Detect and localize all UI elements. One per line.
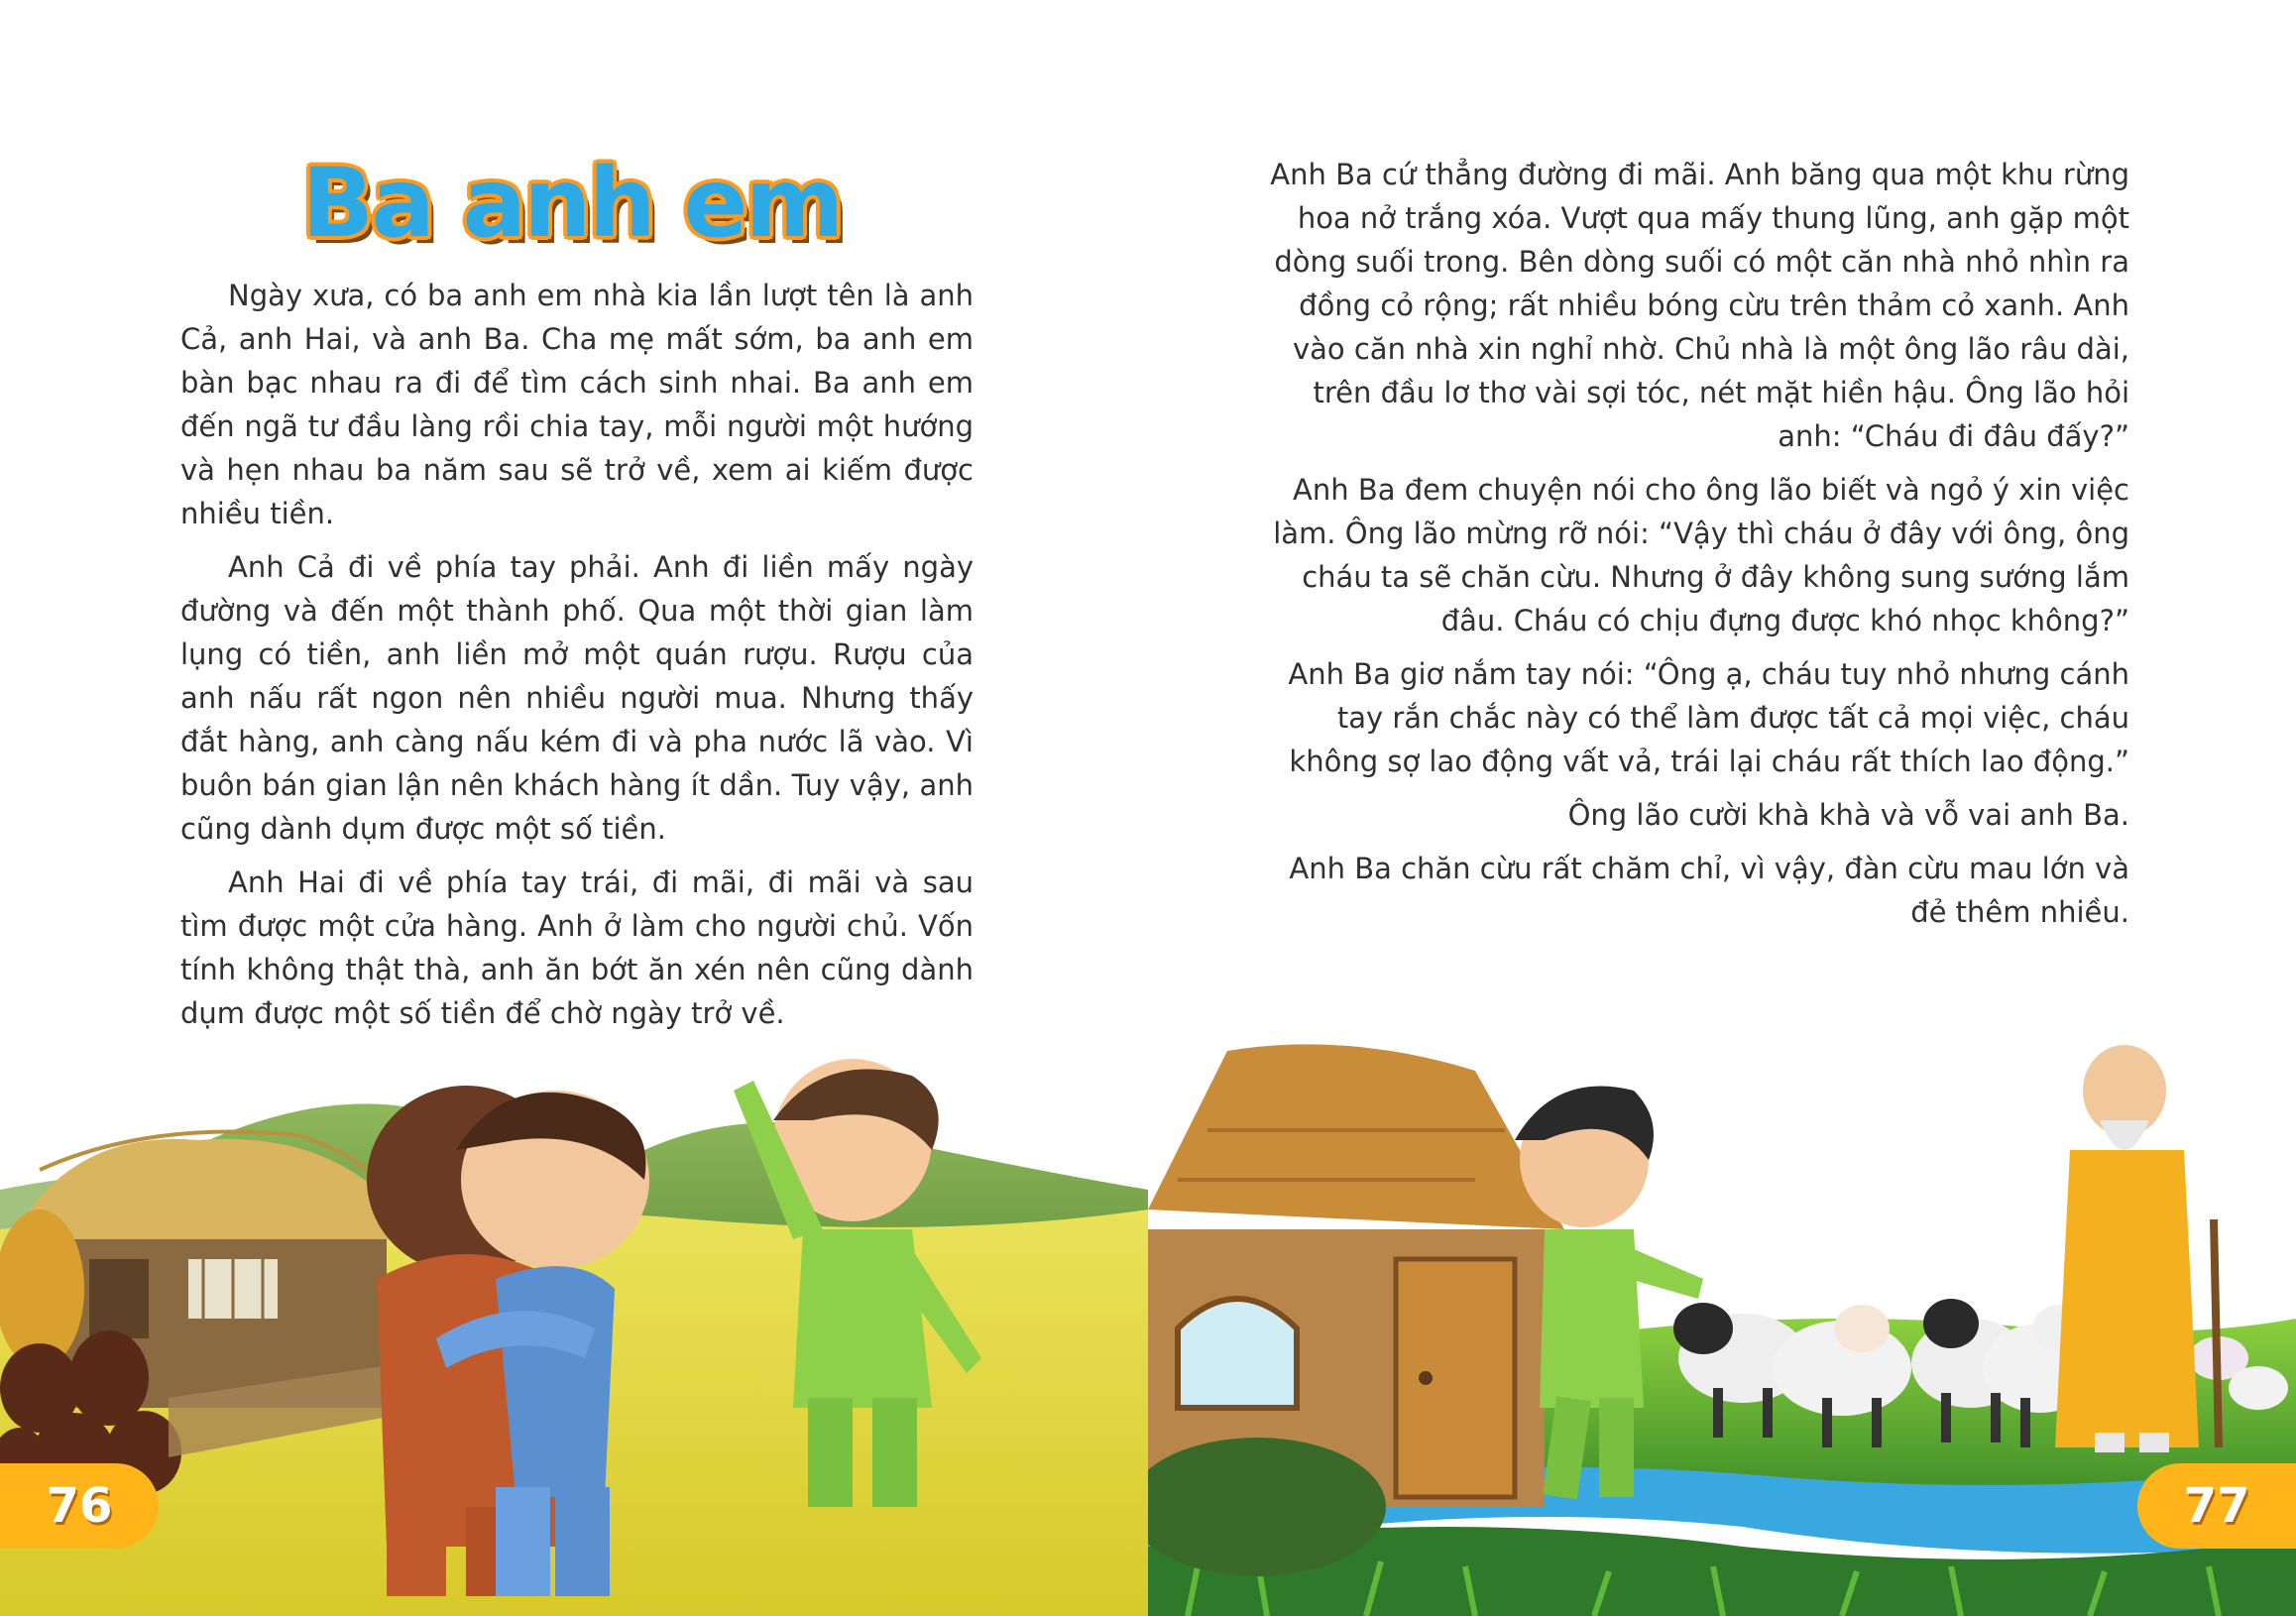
- paragraph: Anh Ba cứ thẳng đường đi mãi. Anh băng qua một khu rừng hoa nở trắng xóa. Vượt qua mấy thung lũng, anh gặp một dòng suối trong. Bên dòng suối có một căn nhà nhỏ nhìn ra đồng cỏ rộng; rất nhiều bóng cừu trên thảm cỏ xanh. Anh vào căn nhà xin nghỉ nhờ. Chủ nhà là một ông lão râu dài, trên đầu lơ thơ vài sợi tóc, nét mặt hiền hậu. Ông lão hỏi anh: “Cháu đi đâu đấy?”: [1270, 158, 2129, 453]
- page-number-badge-left: [0, 1463, 159, 1549]
- right-page-text: [1261, 153, 2129, 944]
- page-number-badge-right: [2137, 1463, 2296, 1549]
- paragraph: Anh Ba đem chuyện nói cho ông lão biết và ngỏ ý xin việc làm. Ông lão mừng rỡ nói: “Vậy thì cháu ở đây với ông, ông cháu ta sẽ chăn cừu. Nhưng ở đây không sung sướng lắm đâu. Cháu có chịu đựng được khó nhọc không?”: [1273, 473, 2129, 637]
- paragraph: Anh Ba giơ nắm tay nói: “Ông ạ, cháu tuy nhỏ nhưng cánh tay rắn chắc này có thể làm được tất cả mọi việc, cháu không sợ lao động vất vả, trái lại cháu rất thích lao động.”: [1288, 657, 2129, 778]
- paragraph: Anh Hai đi về phía tay trái, đi mãi, đi mãi và sau tìm được một cửa hàng. Anh ở làm cho người chủ. Vốn tính không thật thà, anh ăn bớt ăn xén nên cũng dành dụm được một số tiền để chờ ngày trở về.: [180, 866, 974, 1030]
- left-page-text: [180, 274, 974, 1045]
- right-page: [1148, 0, 2296, 1616]
- paragraph: Ngày xưa, có ba anh em nhà kia lần lượt tên là anh Cả, anh Hai, và anh Ba. Cha mẹ mất sớm, ba anh em bàn bạc nhau ra đi để tìm cách sinh nhai. Ba anh em đến ngã tư đầu làng rồi chia tay, mỗi người một hướng và hẹn nhau ba năm sau sẽ trở về, xem ai kiếm được nhiều tiền.: [180, 279, 974, 530]
- page-number: 76: [46, 1478, 113, 1534]
- farm-hut-sheep-old-man-illustration: [1148, 1031, 2296, 1616]
- paragraph: Ông lão cười khà khà và vỗ vai anh Ba.: [1567, 798, 2129, 832]
- village-brothers-hug-illustration: [0, 1031, 1148, 1616]
- page-number: 77: [2183, 1478, 2250, 1534]
- story-title: Ba anh em: [301, 148, 842, 259]
- paragraph: Anh Ba chăn cừu rất chăm chỉ, vì vậy, đàn cừu mau lớn và đẻ thêm nhiều.: [1289, 852, 2129, 929]
- paragraph: Anh Cả đi về phía tay phải. Anh đi liền mấy ngày đường và đến một thành phố. Qua một thời gian làm lụng có tiền, anh liền mở một quán rượu. Rượu của anh nấu rất ngon nên nhiều người mua. Nhưng thấy đắt hàng, anh càng nấu kém đi và pha nước lã vào. Vì buôn bán gian lận nên khách hàng ít dần. Tuy vậy, anh cũng dành dụm được một số tiền.: [180, 550, 974, 846]
